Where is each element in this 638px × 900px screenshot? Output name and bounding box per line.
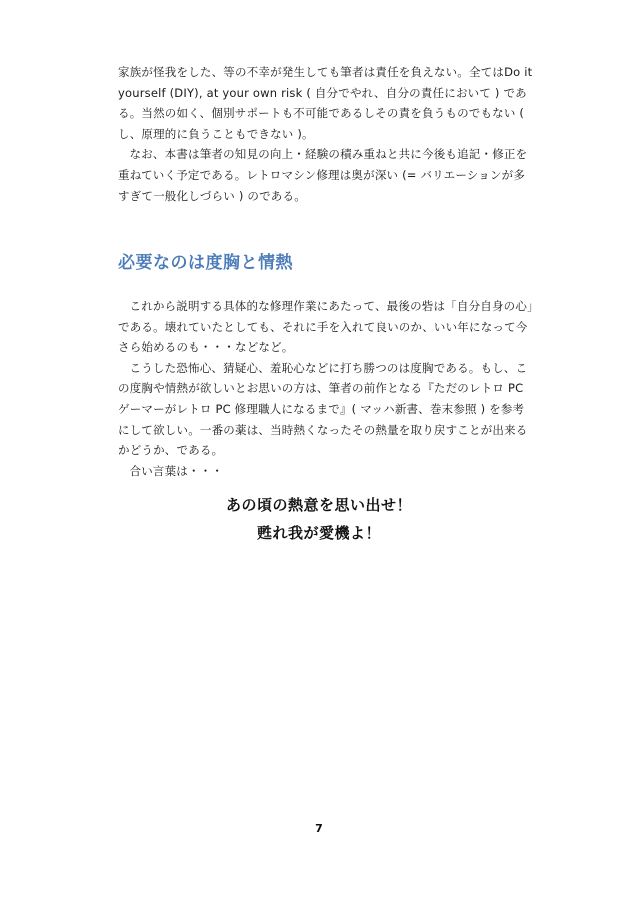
- body-paragraph: こうした恐怖心、猜疑心、羞恥心などに打ち勝つのは度胸である。もし、この度胸や情熱が欲しいとお思いの方は、筆者の前作となる『ただのレトロ PC ゲーマーがレトロ PC 修理職人になるまで』( マッハ新書、巻末参照 ) を参考にして欲しい。一番の薬は、当時熱くなったその熱量を取り戻すことが出来るかどうか、である。: [118, 360, 528, 458]
- closing-slogan-line: 甦れ我が愛機よ！: [256, 524, 381, 542]
- intro-paragraph: 家族が怪我をした、等の不幸が発生しても筆者は責任を負えない。全てはDo it yourself (DIY), at your own risk ( 自分でやれ、自分の責任において ) である。当然の如く、個別サポートも不可能であるしその責を負うものでもない ( し、原理的に負うこともできない )。: [118, 65, 533, 141]
- section-heading: 必要なのは度胸と情熱: [118, 253, 293, 273]
- closing-slogan-line: あの頃の熱意を思い出せ！: [225, 496, 412, 514]
- intro-paragraph: なお、本書は筆者の知見の向上・経験の積み重ねと共に今後も追記・修正を重ねていく予定である。レトロマシン修理は奥が深い (= バリエーションが多すぎて一般化しづらい ) のである。: [118, 147, 528, 203]
- page-number: 7: [315, 822, 323, 835]
- body-paragraph: 合い言葉は・・・: [129, 463, 224, 478]
- section-body: [118, 296, 534, 481]
- intro-section: [118, 62, 534, 206]
- body-paragraph: これから説明する具体的な修理作業にあたって、最後の砦は「自分自身の心」である。壊れていたとしても、それに手を入れて良いのか、いい年になって今さら始めるのも・・・などなど。: [118, 299, 534, 355]
